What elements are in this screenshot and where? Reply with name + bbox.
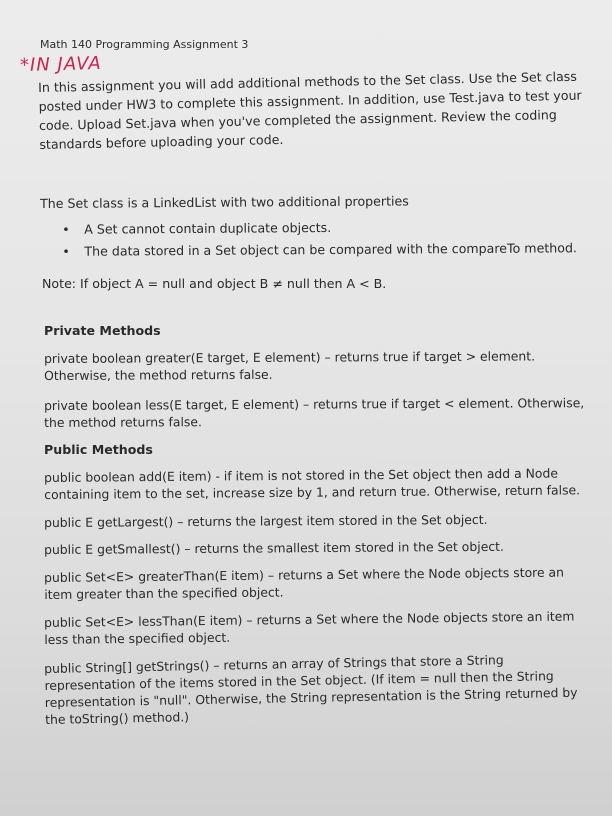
set-properties-list xyxy=(40,215,600,263)
method-description xyxy=(44,394,594,431)
method-text: public E getLargest() – returns the largest item stored in the Set object. xyxy=(44,511,488,530)
intro-paragraph xyxy=(38,66,604,154)
method-text: public boolean add(E item) - if item is not stored in the Set object then add a Node containing item to the set, increase size by 1, and return true. Otherwise, return false. xyxy=(44,465,581,502)
method-text: public Set<E> greaterThan(E item) – returns a Set where the Node objects store an item greater than the specified object. xyxy=(44,564,565,602)
method-description xyxy=(44,347,594,384)
method-description xyxy=(44,563,594,603)
course-header: Math 140 Programming Assignment 3 xyxy=(40,38,249,51)
method-text: private boolean less(E target, E element) – returns true if target < element. Otherwise, the method returns false. xyxy=(44,395,585,430)
method-text: public Set<E> lessThan(E item) – returns a Set where the Node objects store an item less than the specified object. xyxy=(44,608,575,647)
null-comparison-note: Note: If object A = null and object B ≠ null then A < B. xyxy=(42,276,387,291)
intro-text: In this assignment you will add additional methods to the Set class. Use the Set class posted under HW3 to complete this assignment. In addition, use Test.java to test your code. Upload Set.java when you've completed the assignment. Review the coding standards before uploading your code. xyxy=(38,68,582,152)
method-description xyxy=(44,510,594,531)
set-property-item: • The data stored in a Set object can be compared with the compareTo method. xyxy=(84,237,600,263)
method-text: public String[] getStrings() – returns an array of Strings that store a String representation of the items stored in the Set object. (If item = null then the String representation is "null". Otherwise, the String representation is the String returned by the toString() method.) xyxy=(44,652,578,727)
method-text: public E getSmallest() – returns the smallest item stored in the Set object. xyxy=(44,538,504,557)
private-methods-heading: Private Methods xyxy=(44,323,161,338)
handwritten-annotation: *IN JAVA xyxy=(19,52,102,77)
method-description xyxy=(44,537,594,558)
set-description xyxy=(40,190,600,263)
method-description xyxy=(44,607,594,648)
set-property-item: • A Set cannot contain duplicate objects. xyxy=(84,215,600,241)
method-text: private boolean greater(E target, E element) – returns true if target > element. Otherwise, the method returns false. xyxy=(44,348,536,383)
set-description-lead: The Set class is a LinkedList with two additional properties xyxy=(40,193,409,211)
method-description xyxy=(44,464,594,503)
method-description xyxy=(44,649,595,728)
public-methods-heading: Public Methods xyxy=(44,442,153,457)
